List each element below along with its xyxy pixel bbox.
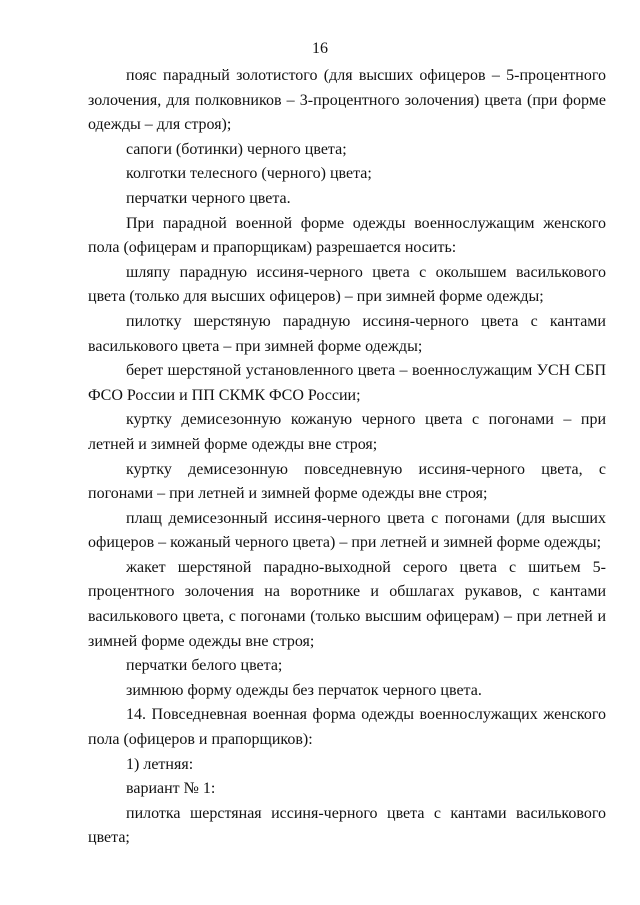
paragraph: пилотку шерстяную парадную иссиня-черного цвета с кантами василькового цвета – при зимней форме одежды; — [88, 312, 606, 355]
paragraph: зимнюю форму одежды без перчаток черного цвета. — [126, 681, 482, 699]
paragraph: перчатки черного цвета. — [126, 189, 291, 207]
document-body — [88, 64, 606, 851]
subsection-heading: 1) летняя: — [126, 755, 194, 773]
paragraph: перчатки белого цвета; — [126, 657, 283, 675]
paragraph: сапоги (ботинки) черного цвета; — [126, 140, 347, 158]
paragraph: шляпу парадную иссиня-черного цвета с околышем василькового цвета (только для высших офицеров) – при зимней форме одежды; — [88, 263, 606, 306]
paragraph: жакет шерстяной парадно-выходной серого цвета с шитьем 5-процентного золочения на воротнике и обшлагах рукавов, с кантами василькового цвета, с погонами (только высшим офицерам) – при летней и зимней форме одежды вне строя; — [88, 558, 606, 650]
paragraph: куртку демисезонную повседневную иссиня-черного цвета, с погонами – при летней и зимней форме одежды вне строя; — [88, 460, 606, 503]
section-heading: 14. Повседневная военная форма одежды военнослужащих женского пола (офицеров и прапорщиков): — [88, 706, 606, 749]
paragraph: пояс парадный золотистого (для высших офицеров – 5-процентного золочения, для полковников – 3-процентного золочения) цвета (при форме одежды – для строя); — [88, 67, 606, 134]
paragraph: При парадной военной форме одежды военнослужащим женского пола (офицерам и прапорщикам) разрешается носить: — [88, 214, 606, 257]
paragraph: плащ демисезонный иссиня-черного цвета с погонами (для высших офицеров – кожаный черного цвета) – при летней и зимней форме одежды; — [88, 509, 606, 552]
variant-heading: вариант № 1: — [126, 780, 216, 798]
paragraph: берет шерстяной установленного цвета – военнослужащим УСН СБП ФСО России и ПП СКМК ФСО России; — [88, 362, 606, 404]
paragraph: куртку демисезонную кожаную черного цвета с погонами – при летней и зимней форме одежды вне строя; — [88, 411, 606, 453]
page-number: 16 — [312, 40, 328, 57]
paragraph: колготки телесного (черного) цвета; — [126, 165, 372, 183]
paragraph: пилотка шерстяная иссиня-черного цвета с кантами василькового цвета; — [88, 804, 606, 847]
